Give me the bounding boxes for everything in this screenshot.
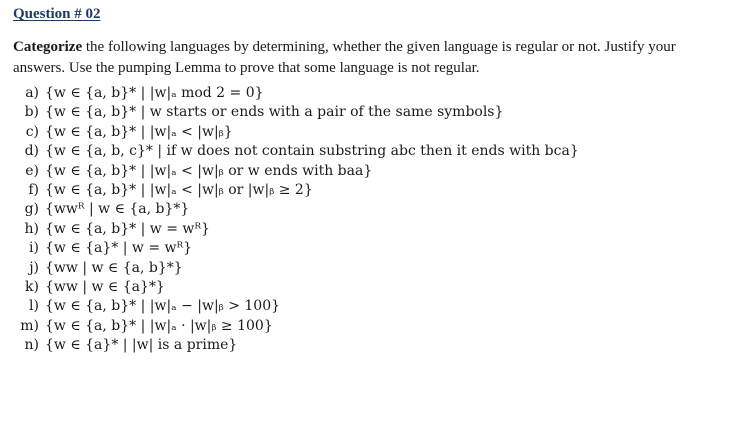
question-heading: Question # 02: [13, 6, 101, 22]
list-item: [13, 297, 725, 316]
item-label: b): [24, 104, 39, 121]
instructions-keyword: Categorize: [13, 39, 83, 55]
list-item: [13, 162, 725, 181]
item-label: d): [24, 143, 39, 160]
item-expression: {ww | w ∈ {a, b}*}: [45, 259, 183, 276]
item-label: e): [25, 162, 39, 179]
item-expression: {ww | w ∈ {a}*}: [45, 279, 165, 296]
list-item: [13, 181, 725, 200]
list-item: [13, 317, 725, 336]
instructions-text: the following languages by determining, whether the given language is regular or not. Justify your answers. Use the pumping Lemma to prove that some language is not regular.: [13, 39, 676, 76]
item-expression: {w ∈ {a}* | |w| is a prime}: [45, 337, 238, 354]
item-label: n): [24, 337, 39, 354]
item-expression: {w ∈ {a, b}* | |w|ₐ < |w|ᵦ or |w|ᵦ ≥ 2}: [45, 182, 313, 199]
item-label: c): [25, 123, 39, 140]
item-label: a): [25, 85, 39, 101]
item-expression: {w ∈ {a, b}* | w = wᴿ}: [45, 220, 210, 237]
item-expression: {w ∈ {a, b}* | w starts or ends with a pair of the same symbols}: [45, 104, 504, 121]
list-item: [13, 142, 725, 161]
list-item: [13, 84, 725, 103]
item-label: f): [28, 182, 39, 199]
item-expression: {w ∈ {a, b}* | |w|ₐ < |w|ᵦ}: [45, 123, 233, 140]
item-expression: {w ∈ {a, b}* | |w|ₐ · |w|ᵦ ≥ 100}: [45, 317, 273, 334]
list-item: [13, 103, 725, 122]
item-expression: {wwᴿ | w ∈ {a, b}*}: [45, 201, 190, 218]
language-list: [13, 84, 725, 356]
item-label: g): [24, 201, 39, 218]
list-item: [13, 239, 725, 258]
item-expression: {w ∈ {a, b}* | |w|ₐ − |w|ᵦ > 100}: [45, 298, 281, 315]
list-item: [13, 336, 725, 355]
list-item: [13, 259, 725, 278]
list-item: [13, 220, 725, 239]
list-item: [13, 123, 725, 142]
list-item: [13, 200, 725, 219]
item-label: i): [29, 240, 39, 257]
document: [13, 4, 725, 356]
item-expression: {w ∈ {a, b, c}* | if w does not contain substring abc then it ends with bca}: [45, 143, 579, 160]
item-label: l): [29, 298, 39, 315]
item-expression: {w ∈ {a, b}* | |w|ₐ mod 2 = 0}: [45, 85, 264, 101]
item-label: h): [24, 220, 39, 237]
instructions-paragraph: [13, 37, 713, 79]
item-label: j): [29, 259, 39, 276]
item-label: m): [20, 317, 39, 334]
item-label: k): [25, 279, 39, 296]
item-expression: {w ∈ {a, b}* | |w|ₐ < |w|ᵦ or w ends with baa}: [45, 162, 373, 179]
list-item: [13, 278, 725, 297]
item-expression: {w ∈ {a}* | w = wᴿ}: [45, 240, 193, 257]
